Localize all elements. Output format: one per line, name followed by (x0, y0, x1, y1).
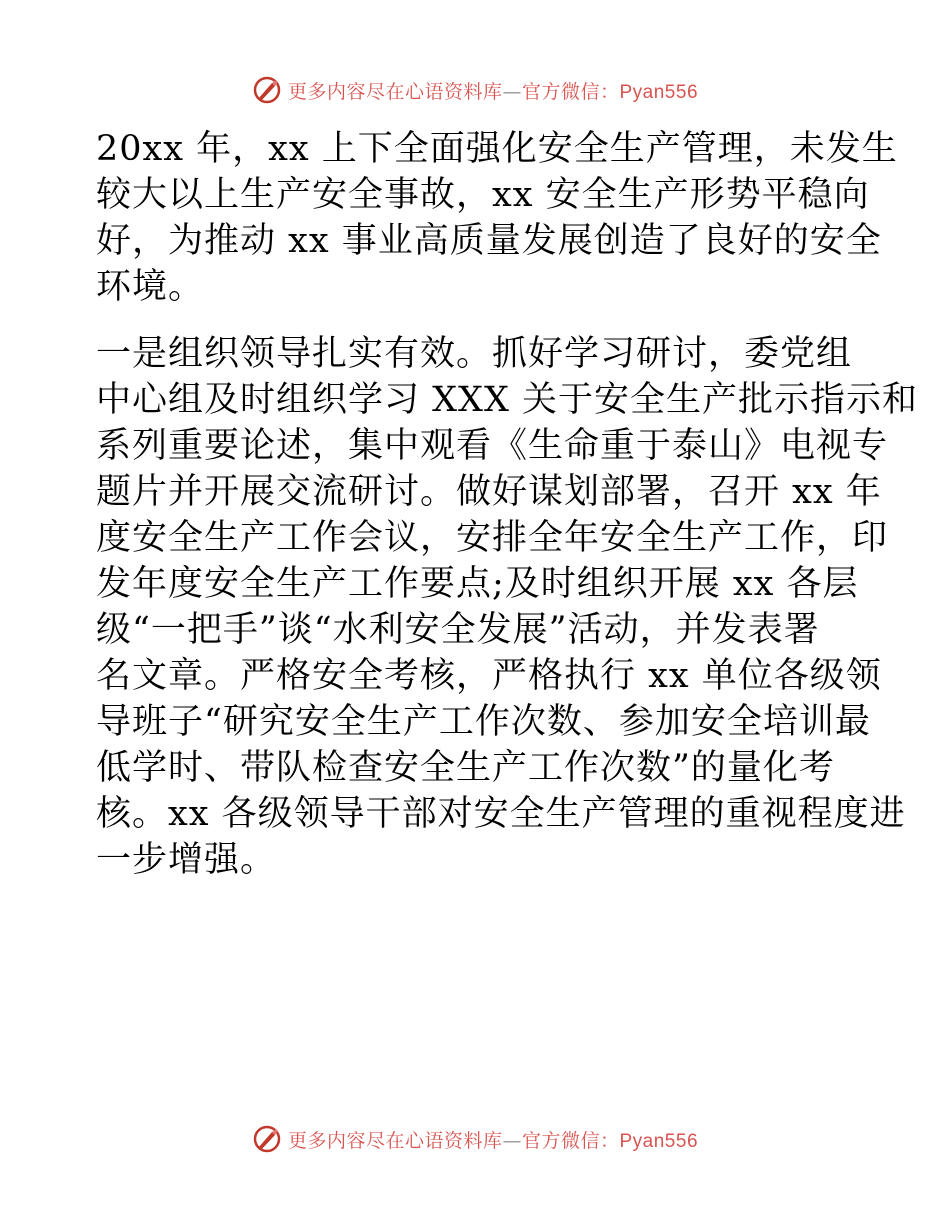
text-line: 一是组织领导扎实有效。抓好学习研讨，委党组 (96, 334, 853, 374)
paragraph-1 (96, 126, 898, 310)
header-watermark (0, 73, 950, 107)
text-line: 中心组及时组织学习 XXX 关于安全生产批示指示和 (96, 380, 919, 420)
text-line: 度安全生产工作会议，安排全年安全生产工作，印 (96, 518, 889, 558)
text-line: 一步增强。 (96, 840, 277, 880)
text-line: 发年度安全生产工作要点;及时组织开展 xx 各层 (96, 564, 859, 604)
text-line: 名文章。严格安全考核，严格执行 xx 单位各级领 (96, 656, 882, 696)
watermark-text: 更多内容尽在心语资料库—官方微信：Pyan556 (287, 1129, 699, 1152)
text-line: 核。xx 各级领导干部对安全生产管理的重视程度进 (96, 794, 906, 834)
text-line: 环境。 (96, 267, 205, 307)
text-line: 级“一把手”谈“水利安全发展”活动，并发表署 (96, 610, 820, 650)
text-line: 系列重要论述，集中观看《生命重于泰山》电视专 (96, 426, 889, 466)
document-body (96, 126, 919, 904)
text-line: 较大以上生产安全事故，xx 安全生产形势平稳向 (96, 175, 870, 215)
paragraph-2 (96, 331, 919, 883)
text-line: 20xx 年，xx 上下全面强化安全生产管理，未发生 (96, 129, 898, 169)
pen-logo-icon (252, 1124, 282, 1154)
text-line: 题片并开展交流研讨。做好谋划部署，召开 xx 年 (96, 472, 882, 512)
footer-watermark (0, 1122, 950, 1156)
text-line: 导班子“研究安全生产工作次数、参加安全培训最 (96, 702, 871, 742)
text-line: 好，为推动 xx 事业高质量发展创造了良好的安全 (96, 221, 882, 261)
watermark-text: 更多内容尽在心语资料库—官方微信：Pyan556 (287, 80, 699, 103)
text-line: 低学时、带队检查安全生产工作次数”的量化考 (96, 748, 835, 788)
pen-logo-icon (252, 75, 282, 105)
